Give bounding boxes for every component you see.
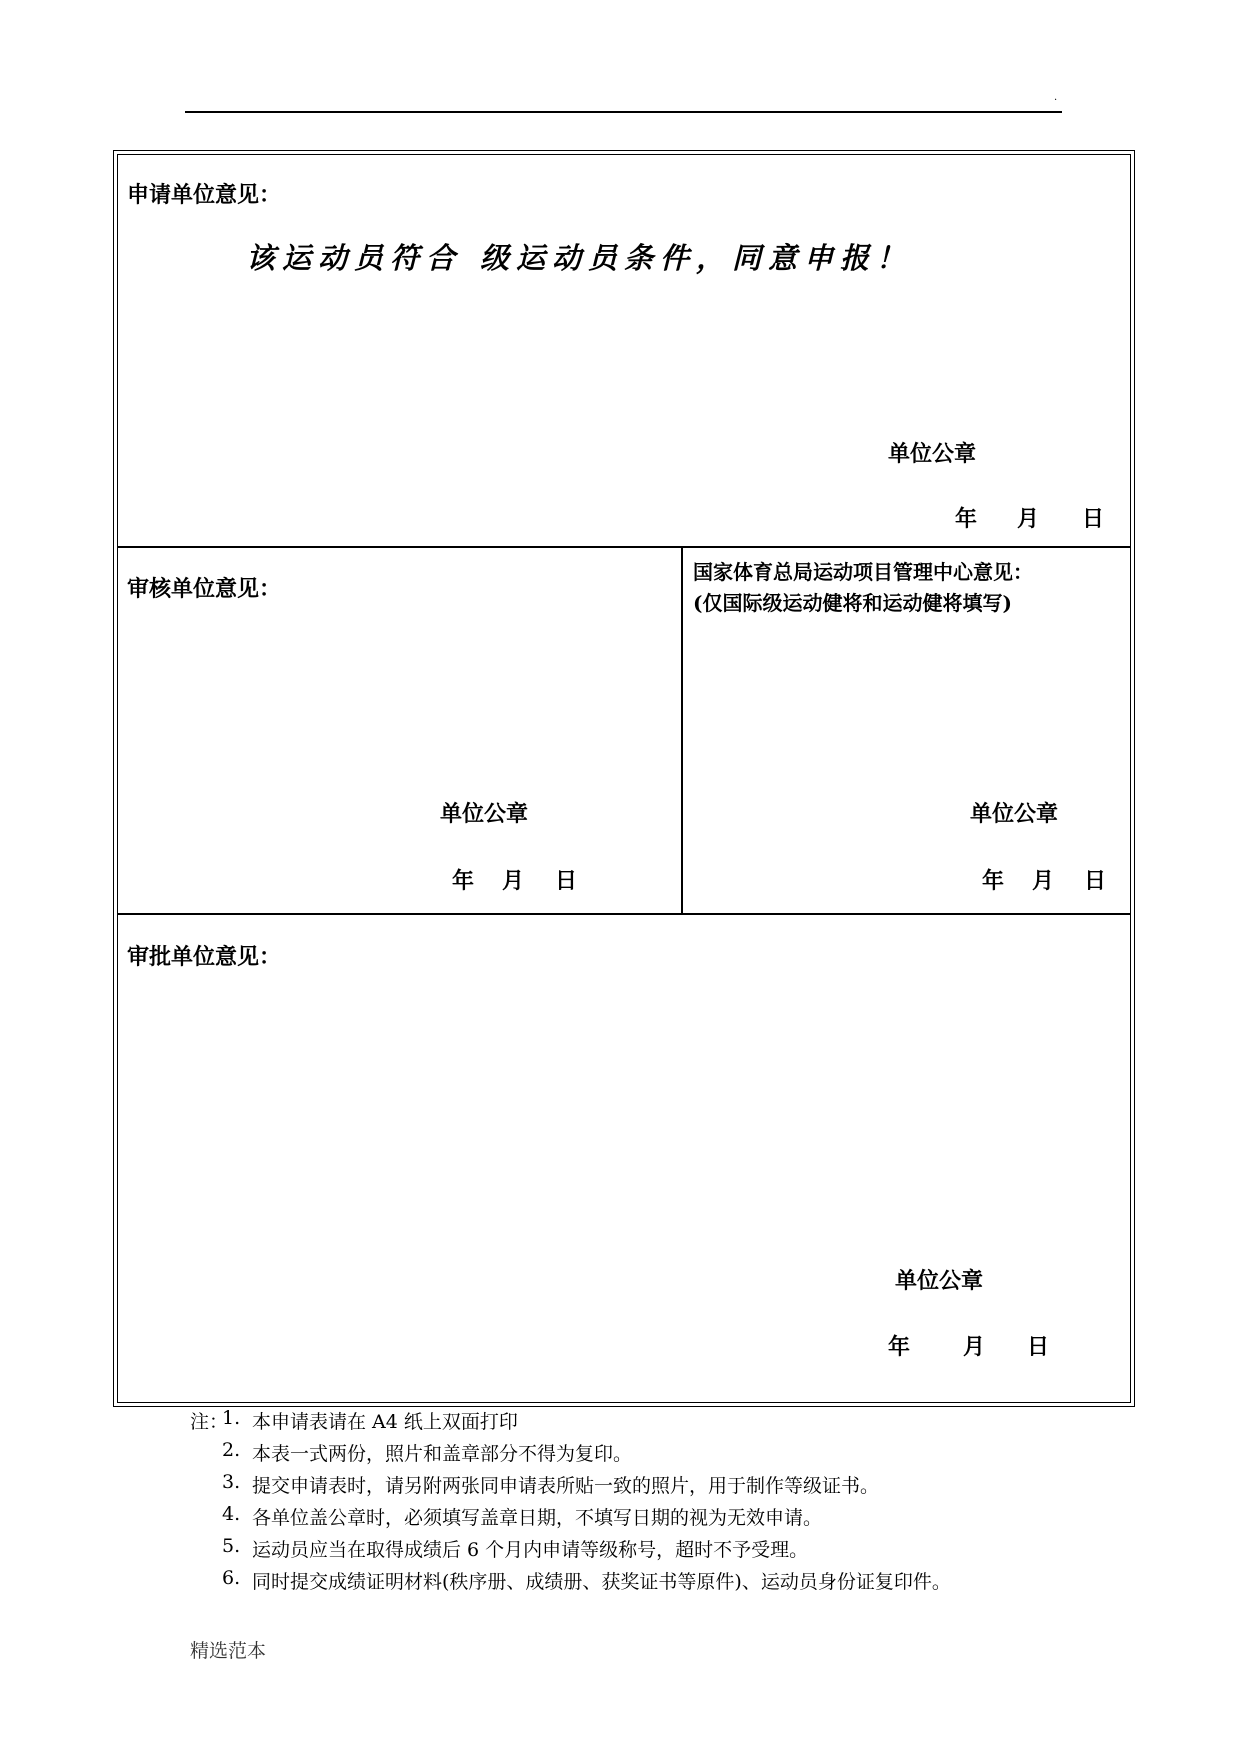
note-text: 运动员应当在取得成绩后 6 个月内申请等级称号，超时不予受理。 — [252, 1539, 809, 1561]
year-label: 年 — [888, 1334, 911, 1360]
national-title: 国家体育总局运动项目管理中心意见： — [693, 560, 1033, 584]
note-text: 同时提交成绩证明材料(秩序册、成绩册、获奖证书等原件)、运动员身份证复印件。 — [252, 1571, 951, 1593]
footer-text: 精选范本 — [190, 1640, 267, 1662]
applicant-seal: 单位公章 — [888, 441, 977, 467]
month-label: 月 — [1032, 868, 1055, 894]
applicant-statement-part2: 级运动员条件，同意申报！ — [480, 241, 913, 275]
month-label: 月 — [502, 868, 525, 894]
note-number: 3. — [222, 1471, 241, 1493]
divider-applicant-bottom — [117, 546, 1131, 548]
national-subtitle: (仅国际级运动健将和运动健将填写) — [693, 591, 1012, 615]
approval-seal: 单位公章 — [895, 1268, 984, 1294]
approval-title: 审批单位意见： — [127, 944, 282, 970]
day-label: 日 — [1082, 506, 1105, 532]
national-date — [0, 864, 1241, 892]
note-number: 1. — [222, 1407, 241, 1429]
form-table — [117, 154, 1131, 1403]
month-label: 月 — [1017, 506, 1040, 532]
note-number: 4. — [222, 1503, 241, 1525]
national-seal: 单位公章 — [970, 801, 1059, 827]
note-text: 本申请表请在 A4 纸上双面打印 — [252, 1411, 518, 1433]
divider-review-bottom — [117, 913, 1131, 915]
approval-date — [0, 1330, 1241, 1358]
note-number: 5. — [222, 1535, 241, 1557]
applicant-statement-part1: 该运动员符合 — [246, 241, 463, 275]
day-label: 日 — [1084, 868, 1107, 894]
note-number: 6. — [222, 1567, 241, 1589]
day-label: 日 — [555, 868, 578, 894]
year-label: 年 — [452, 868, 475, 894]
header-rule — [185, 111, 1062, 113]
year-label: 年 — [982, 868, 1005, 894]
notes-prefix: 注： — [190, 1411, 229, 1433]
header-mark: . — [1054, 92, 1058, 103]
note-text: 各单位盖公章时，必须填写盖章日期，不填写日期的视为无效申请。 — [252, 1507, 823, 1529]
day-label: 日 — [1027, 1334, 1050, 1360]
applicant-title: 申请单位意见： — [127, 182, 282, 208]
note-text: 本表一式两份，照片和盖章部分不得为复印。 — [252, 1443, 633, 1465]
review-title: 审核单位意见： — [127, 576, 282, 602]
month-label: 月 — [963, 1334, 986, 1360]
divider-review-national — [681, 546, 683, 914]
year-label: 年 — [955, 506, 978, 532]
note-text: 提交申请表时，请另附两张同申请表所贴一致的照片，用于制作等级证书。 — [252, 1475, 880, 1497]
review-seal: 单位公章 — [440, 801, 529, 827]
note-number: 2. — [222, 1439, 241, 1461]
applicant-date — [0, 502, 1241, 530]
